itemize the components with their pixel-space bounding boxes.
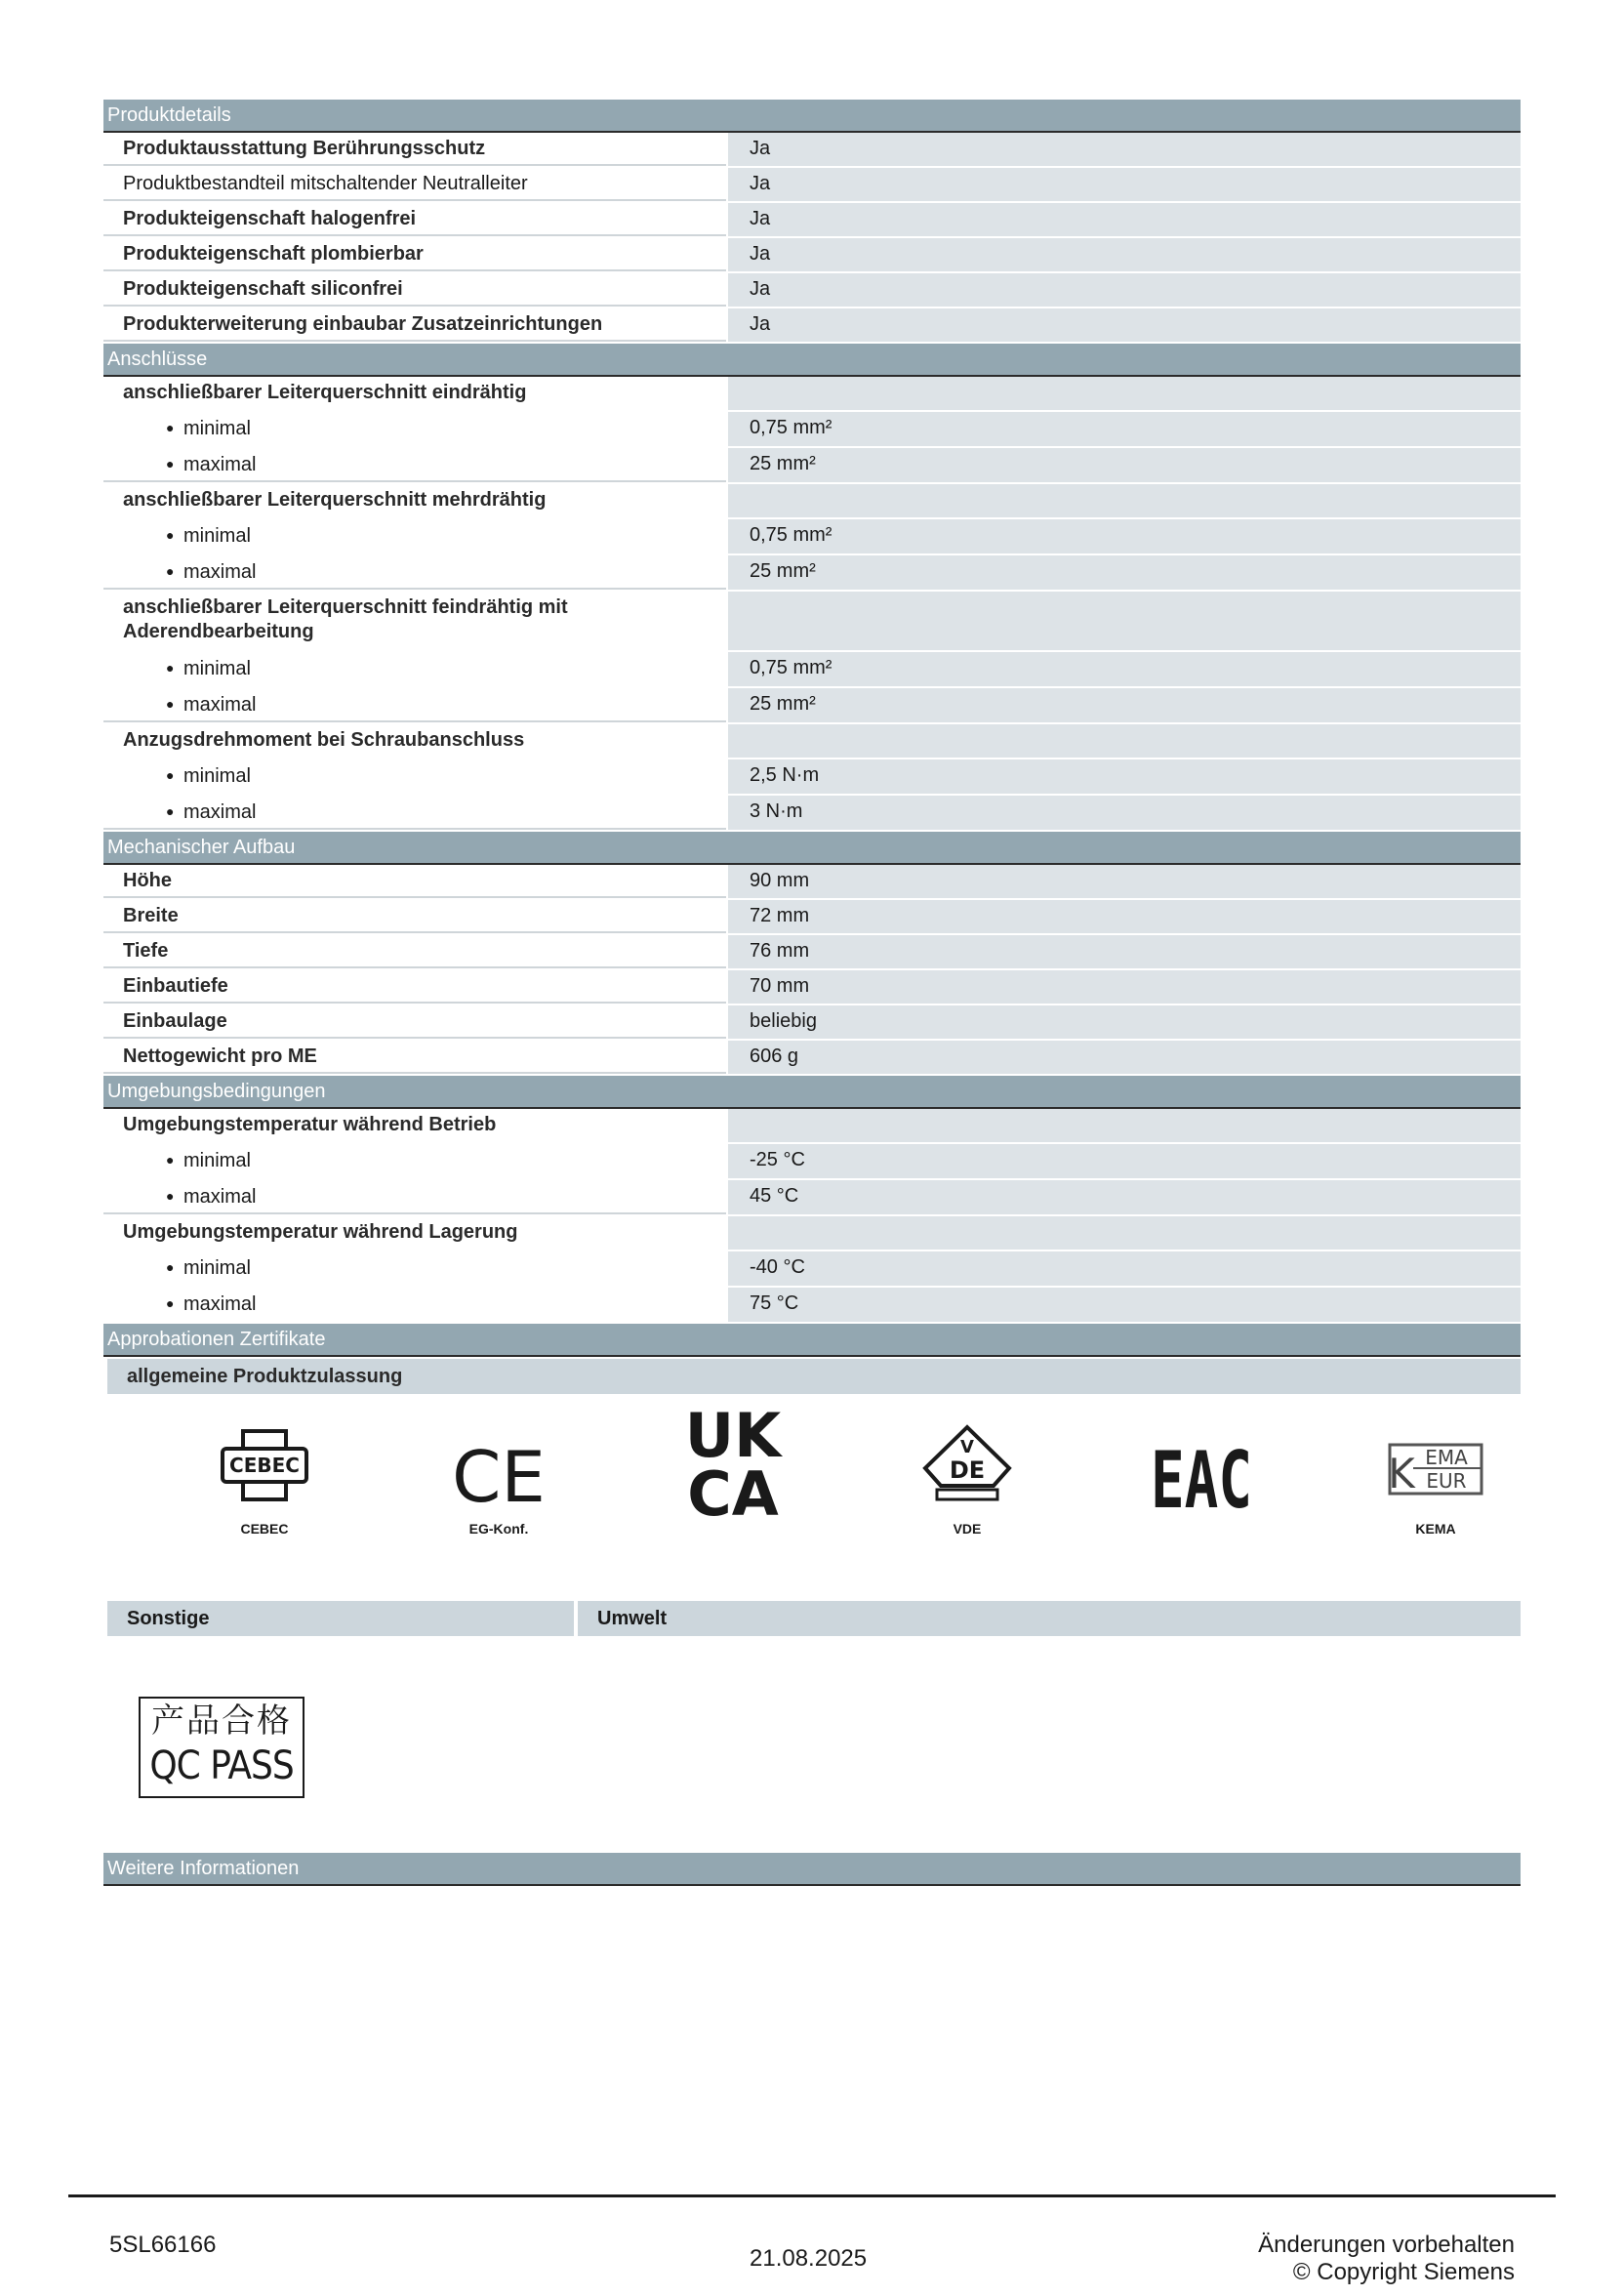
row-value: beliebig [726,1005,1521,1039]
table-subrow [103,1251,1521,1288]
row-label: Breite [103,900,726,933]
logo-caption: EG-Konf. [468,1521,529,1537]
row-value [726,592,1521,650]
datasheet [103,100,1521,1886]
table-subrow [103,759,1521,796]
row-value: Ja [726,203,1521,236]
table-row [103,935,1521,970]
table-subrow [103,519,1521,555]
bullet-icon: ● [166,1188,175,1204]
table-subrow [103,796,1521,832]
approvals-subheader-row [107,1601,1521,1636]
table-group-row [103,377,1521,412]
footer-notice: Änderungen vorbehalten [1258,2232,1515,2258]
bullet-icon: ● [166,527,175,543]
row-label: anschließbarer Leiterquerschnitt eindrähtig [103,377,726,410]
section-header-anschluesse: Anschlüsse [103,344,1521,377]
ukca-icon [670,1400,796,1530]
qc-pass-icon [139,1697,304,1798]
row-value: 25 mm² [726,555,1521,590]
table-row [103,203,1521,238]
footer-date: 21.08.2025 [750,2245,868,2272]
row-value [726,377,1521,410]
vde-icon [904,1419,1031,1537]
row-label: Umgebungstemperatur während Lagerung [103,1216,726,1250]
row-label: anschließbarer Leiterquerschnitt mehrdrähtig [103,484,726,517]
row-value: -25 °C [726,1144,1521,1178]
svg-text:V: V [960,1437,974,1457]
bullet-icon: ● [166,1295,175,1311]
table-subrow [103,1288,1521,1324]
svg-text:CE: CE [452,1436,546,1518]
row-value: Ja [726,133,1521,166]
table-row [103,238,1521,273]
table-row [103,308,1521,344]
table-row [103,970,1521,1005]
row-label: anschließbarer Leiterquerschnitt feindrähtig mit Aderendbearbeitung [103,592,726,650]
row-label: Tiefe [103,935,726,968]
row-value: Ja [726,273,1521,307]
row-value: Ja [726,238,1521,271]
ce-icon [435,1419,562,1537]
row-label-minimal: ● minimal [103,519,726,554]
footer-divider [68,2194,1556,2197]
table-row [103,865,1521,900]
table-row [103,1005,1521,1041]
row-value: 0,75 mm² [726,412,1521,446]
row-label-minimal: ● minimal [103,1251,726,1286]
row-value: 70 mm [726,970,1521,1004]
svg-text:EMA: EMA [1425,1446,1468,1469]
row-label-maximal: ● maximal [103,796,726,830]
row-value: 25 mm² [726,448,1521,482]
row-label: Umgebungstemperatur während Betrieb [103,1109,726,1142]
row-label: Produkteigenschaft siliconfrei [103,273,726,307]
row-label-maximal: ● maximal [103,688,726,722]
bullet-icon: ● [166,420,175,435]
row-label: Produkteigenschaft halogenfrei [103,203,726,236]
table-group-row [103,1216,1521,1251]
row-value: -40 °C [726,1251,1521,1286]
row-label: Nettogewicht pro ME [103,1041,726,1074]
bullet-icon: ● [166,767,175,783]
footer-article-number: 5SL66166 [109,2232,217,2258]
row-label-minimal: ● minimal [103,652,726,686]
bullet-icon: ● [166,803,175,819]
svg-text:UK: UK [684,1400,782,1471]
svg-text:EAC: EAC [1151,1435,1252,1526]
qc-label-chinese: 产品合格 [151,1702,292,1741]
certificate-logos [103,1394,1521,1601]
kema-icon [1372,1419,1499,1537]
table-subrow [103,652,1521,688]
row-value: Ja [726,308,1521,342]
sonstige-area [103,1636,1521,1853]
row-label-maximal: ● maximal [103,1288,726,1322]
table-subrow [103,448,1521,484]
bullet-icon: ● [166,563,175,579]
table-row [103,900,1521,935]
eac-icon [1138,1419,1265,1537]
section-header-mechanik: Mechanischer Aufbau [103,832,1521,865]
row-value [726,1109,1521,1142]
row-label: Produktbestandteil mitschaltender Neutralleiter [103,168,726,201]
row-value: 90 mm [726,865,1521,898]
table-row [103,1041,1521,1076]
row-value: 76 mm [726,935,1521,968]
section-header-umgebung: Umgebungsbedingungen [103,1076,1521,1109]
row-value: 0,75 mm² [726,519,1521,554]
row-value [726,1216,1521,1250]
row-label-minimal: ● minimal [103,759,726,794]
qc-label: QC PASS [149,1743,294,1788]
bullet-icon: ● [166,1152,175,1168]
row-value: 75 °C [726,1288,1521,1322]
svg-text:CA: CA [687,1458,779,1530]
row-value: Ja [726,168,1521,201]
logo-caption: VDE [953,1521,982,1537]
table-group-row [103,724,1521,759]
row-value: 45 °C [726,1180,1521,1214]
umwelt-header: Umwelt [578,1601,1521,1636]
svg-text:EUR: EUR [1426,1469,1467,1493]
svg-text:K: K [1388,1450,1415,1497]
section-header-weitere: Weitere Informationen [103,1853,1521,1886]
row-label-minimal: ● minimal [103,412,726,446]
logo-caption: CEBEC [240,1521,289,1537]
row-value: 72 mm [726,900,1521,933]
row-value [726,484,1521,517]
row-label-maximal: ● maximal [103,555,726,590]
row-label-maximal: ● maximal [103,1180,726,1214]
row-value: 0,75 mm² [726,652,1521,686]
row-label: Höhe [103,865,726,898]
sonstige-header: Sonstige [107,1601,574,1636]
row-label-minimal: ● minimal [103,1144,726,1178]
table-row [103,168,1521,203]
bullet-icon: ● [166,696,175,712]
svg-text:DE: DE [949,1456,986,1484]
table-group-row [103,484,1521,519]
cert-subheader: allgemeine Produktzulassung [107,1359,1521,1394]
row-label: Einbaulage [103,1005,726,1039]
table-row [103,273,1521,308]
row-value: 25 mm² [726,688,1521,722]
row-value: 606 g [726,1041,1521,1074]
table-subrow [103,1144,1521,1180]
row-label: Einbautiefe [103,970,726,1004]
row-value: 2,5 N·m [726,759,1521,794]
bullet-icon: ● [166,1259,175,1275]
footer-copyright: © Copyright Siemens [1292,2259,1515,2285]
svg-text:CEBEC: CEBEC [229,1454,300,1477]
bullet-icon: ● [166,660,175,676]
row-value [726,724,1521,758]
table-group-row [103,1109,1521,1144]
logo-caption: KEMA [1415,1521,1456,1537]
row-label: Produkterweiterung einbaubar Zusatzeinrichtungen [103,308,726,342]
row-label: Anzugsdrehmoment bei Schraubanschluss [103,724,726,758]
bullet-icon: ● [166,456,175,472]
table-subrow [103,1180,1521,1216]
row-label: Produktausstattung Berührungsschutz [103,133,726,166]
row-label: Produkteigenschaft plombierbar [103,238,726,271]
table-group-row [103,592,1521,652]
table-subrow [103,555,1521,592]
cebec-icon [201,1419,328,1537]
table-subrow [103,688,1521,724]
section-header-approbationen: Approbationen Zertifikate [103,1324,1521,1357]
row-label-maximal: ● maximal [103,448,726,482]
section-header-produktdetails: Produktdetails [103,100,1521,133]
row-value: 3 N·m [726,796,1521,830]
table-subrow [103,412,1521,448]
table-row [103,133,1521,168]
